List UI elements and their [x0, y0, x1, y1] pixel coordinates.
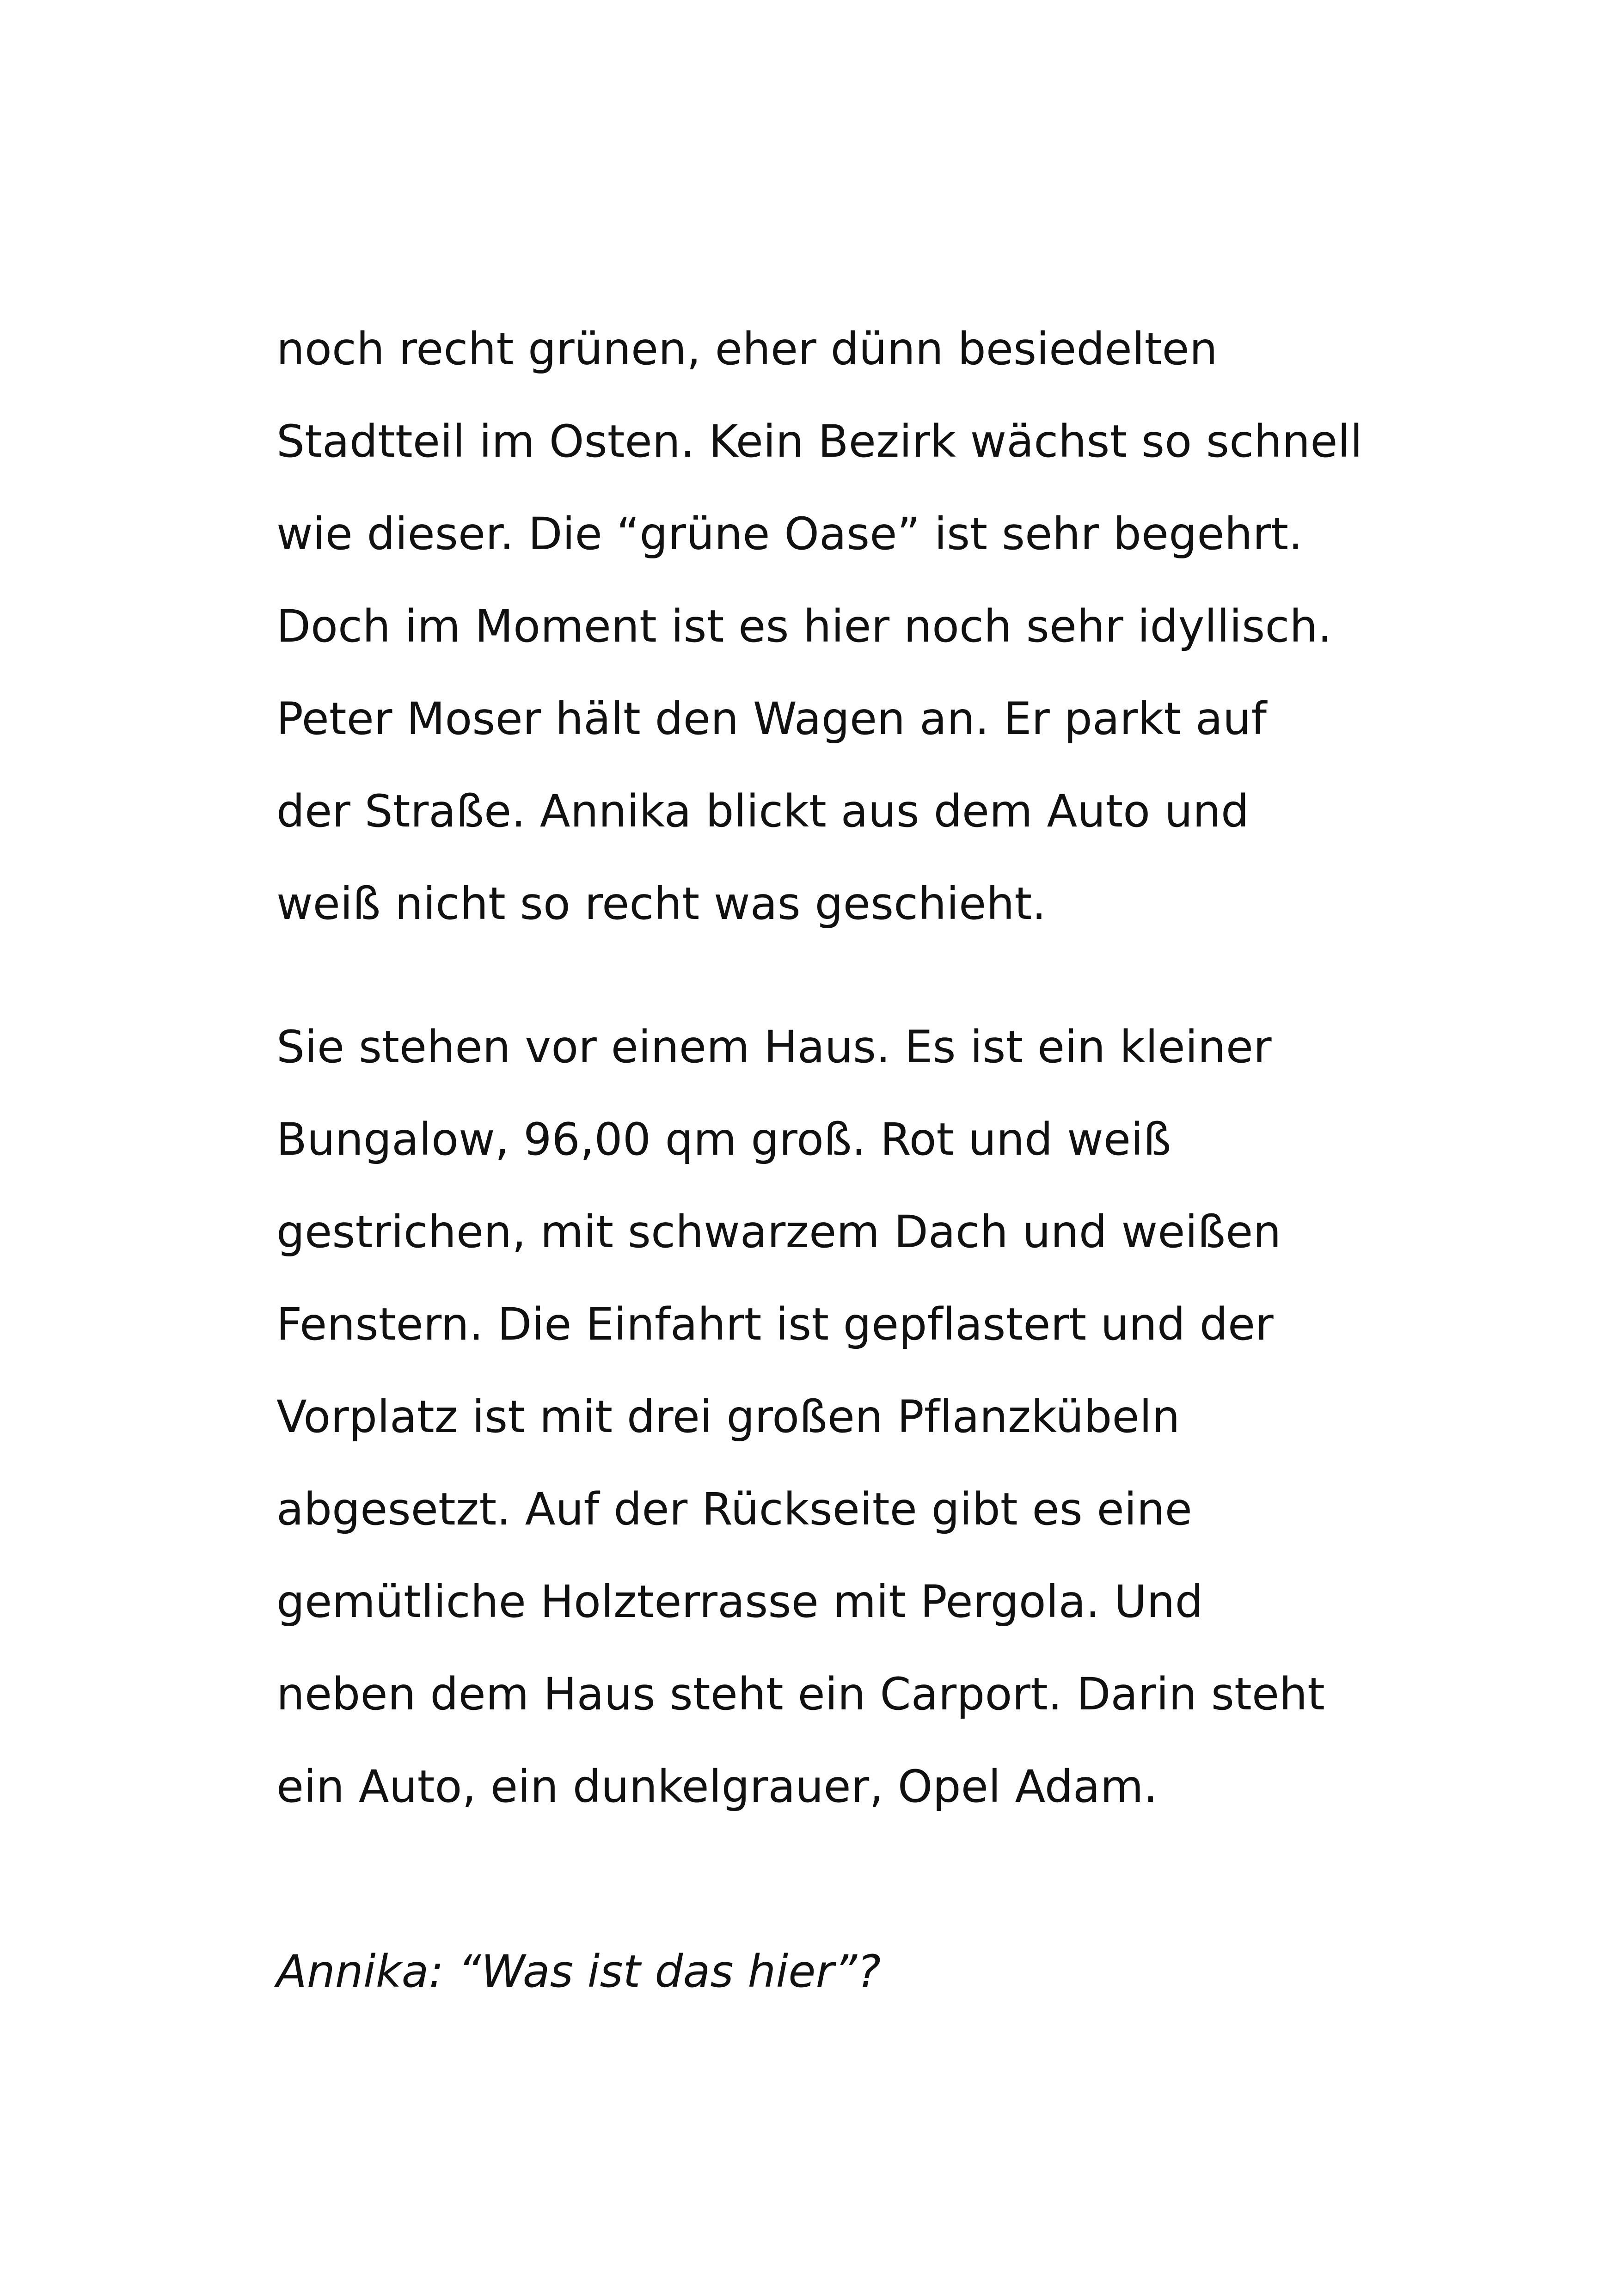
paragraph-2: [276, 1001, 1386, 1833]
text-line: Stadtteil im Osten. Kein Bezirk wächst so schnell: [276, 416, 1363, 467]
paragraph-1: [276, 303, 1386, 950]
text-line: wie dieser. Die “grüne Oase” ist sehr begehrt.: [276, 508, 1303, 560]
text-line: noch recht grünen, eher dünn besiedelten: [276, 323, 1218, 375]
dialogue-paragraph: [276, 1925, 1386, 2018]
text-line: neben dem Haus steht ein Carport. Darin steht: [276, 1668, 1325, 1720]
text-line: abgesetzt. Auf der Rückseite gibt es eine: [276, 1483, 1193, 1535]
text-line: Fenstern. Die Einfahrt ist gepflastert und der: [276, 1298, 1274, 1350]
text-line: gemütliche Holzterrasse mit Pergola. Und: [276, 1576, 1203, 1628]
text-line: Doch im Moment ist es hier noch sehr idyllisch.: [276, 600, 1332, 652]
text-line: gestrichen, mit schwarzem Dach und weißen: [276, 1206, 1281, 1258]
dialogue-line: Annika: “Was ist das hier”?: [276, 1946, 881, 1997]
text-line: Peter Moser hält den Wagen an. Er parkt auf: [276, 693, 1267, 745]
text-line: Vorplatz ist mit drei großen Pflanzkübeln: [276, 1391, 1180, 1443]
text-line: der Straße. Annika blickt aus dem Auto und: [276, 785, 1250, 837]
text-line: Sie stehen vor einem Haus. Es ist ein kleiner: [276, 1021, 1272, 1073]
text-line: Bungalow, 96,00 qm groß. Rot und weiß: [276, 1114, 1171, 1165]
text-line: weiß nicht so recht was geschieht.: [276, 878, 1047, 930]
text-line: ein Auto, ein dunkelgrauer, Opel Adam.: [276, 1761, 1158, 1812]
